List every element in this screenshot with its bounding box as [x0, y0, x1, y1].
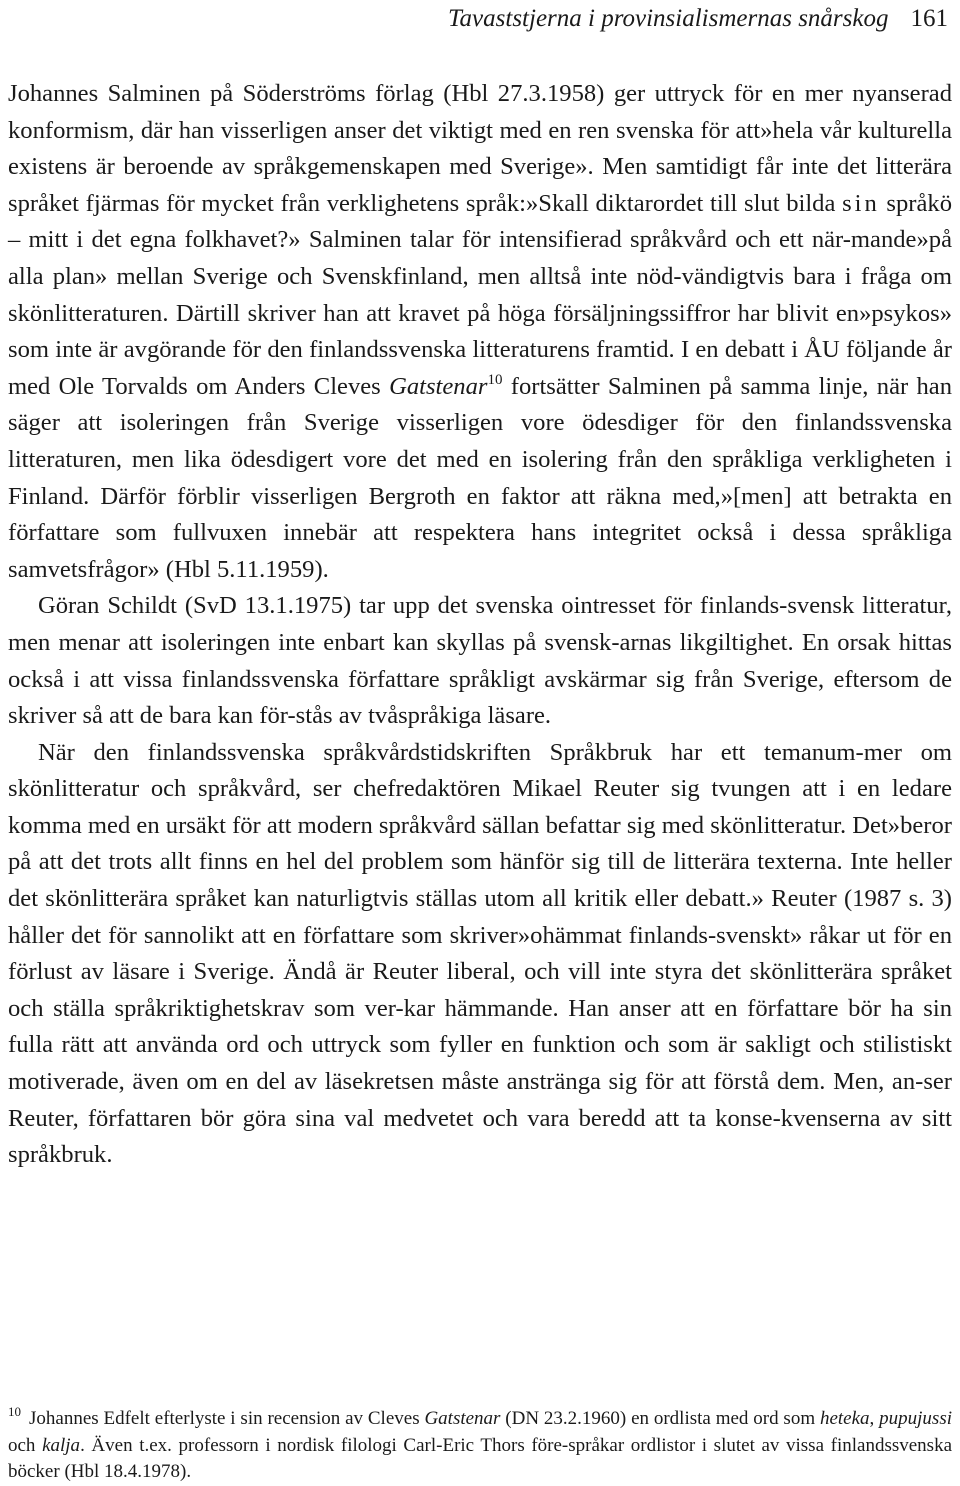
paragraph-2: Göran Schildt (SvD 13.1.1975) tar upp det svenska ointresset för finlands-svensk litteratur, men menar att isoleringen inte enbart kan skyllas på svensk-arnas likgiltighet. En orsak hittas också i att vissa finlandssvenska författare språkligt avskärmar sig från Sverige, eftersom de skriver så att de bara kan för-stås av tvåspråkiga läsare. — [8, 592, 952, 730]
footnote-number: 10 — [8, 1404, 21, 1419]
footnote-text-2: (DN 23.2.1960) en ordlista med ord som — [500, 1408, 820, 1429]
paragraph-1-part-2: språkö – mitt i det egna folkhavet?» Salminen talar för intensifierad språkvård och ett när-mande»på alla plan» mellan Sverige och Svenskfinland, men alltså inte nöd-vändigtvis bara i fråga om skönlitteraturen. Därtill skriver han att kravet på höga försäljningssiffror har blivit en»psykos» som inte är avgörande för den finlandssvenska litteraturens framtid. I en debatt i ÅU följande år med Ole Torvalds om Anders Cleves — [8, 189, 952, 400]
paragraph-1 — [8, 76, 952, 588]
footnote-text-3: , — [869, 1408, 880, 1429]
footnote-text-5: . Även t.ex. professorn i nordisk filologi Carl-Eric Thors före-språkar ordlistor i slutet av vissa finlandssvenska böcker (Hbl 18.4.1978). — [8, 1434, 952, 1482]
footnote-italic-3: pupujussi — [879, 1408, 952, 1429]
italic-title: Gatstenar — [389, 372, 488, 400]
paragraph-1-part-3: fortsätter Salminen på samma linje, när han säger att isoleringen från Sverige visserligen vore ödesdiger för den finlandssvenska litteraturen, men lika ödesdigert vore det med en isolering från den språkliga verkligheten i Finland. Därför förblir visserligen Bergroth en faktor att räkna med,»[men] att betrakta en författare som fullvuxen innebär att respektera hans integritet också i dessa språkliga samvetsfrågor» (Hbl 5.11.1959). — [8, 372, 953, 583]
running-head — [448, 2, 948, 36]
footnote-area — [8, 1406, 952, 1486]
footnote-italic-4: kalja — [42, 1434, 81, 1456]
footnote-reference[interactable]: 10 — [487, 371, 503, 388]
paragraph-1-part-1: Johannes Salminen på Söderströms förlag (Hbl 27.3.1958) ger uttryck för en mer nyanserad konformism, där han visserligen anser det viktigt med en ren svenska för att»hela vår kulturella existens är beroende av språkgemenskapen med Sverige». Men samtidigt får inte det litterära språket fjärmas för mycket från verklighetens språk:»Skall diktarordet till slut bilda — [8, 80, 952, 217]
footnote-text-1: Johannes Edfelt efterlyste i sin recension av Cleves — [29, 1408, 425, 1429]
footnote-text-4: och — [8, 1434, 43, 1456]
footnote — [8, 1406, 952, 1486]
footnote-italic-1: Gatstenar — [424, 1408, 501, 1429]
paragraph-3: När den finlandssvenska språkvårdstidskriften Språkbruk har ett temanum-mer om skönlitteratur och språkvård, ser chefredaktören Mikael Reuter sig tvungen att i en ledare komma med en ursäkt för att modern språkvård sällan befattar sig med skönlitteratur. Det»beror på att det trots allt finns en hel del problem som hänför sig till de litterära texterna. Inte heller det skönlitterära språket kan naturligtvis ställas utom all kritik eller debatt.» Reuter (1987 s. 3) håller det för sannolikt att en författare som skriver»ohämmat finlands-svenskt» råkar ut för en förlust av läsare i Sverige. Ändå är Reuter liberal, och vill inte styra det skönlitterära språket och ställa språkriktighetskrav som ver-kar hämmande. Han anser att en författare bör ha sin fulla rätt att använda ord och uttryck som fyller en funktion och som är sakligt och stilistiskt motiverade, även om en del av läsekretsen måste anstränga sig för att förstå dem. Men, an-ser Reuter, författaren bör göra sina val medvetet och vara beredd att ta konse-kvenserna av sitt språkbruk. — [8, 738, 952, 1169]
body-text — [8, 76, 952, 1174]
spaced-word: sin — [842, 189, 880, 217]
running-title: Tavaststjerna i provinsialismernas snårskog — [447, 5, 889, 32]
footnote-italic-2: heteka — [819, 1408, 870, 1429]
page-number: 161 — [910, 5, 948, 32]
